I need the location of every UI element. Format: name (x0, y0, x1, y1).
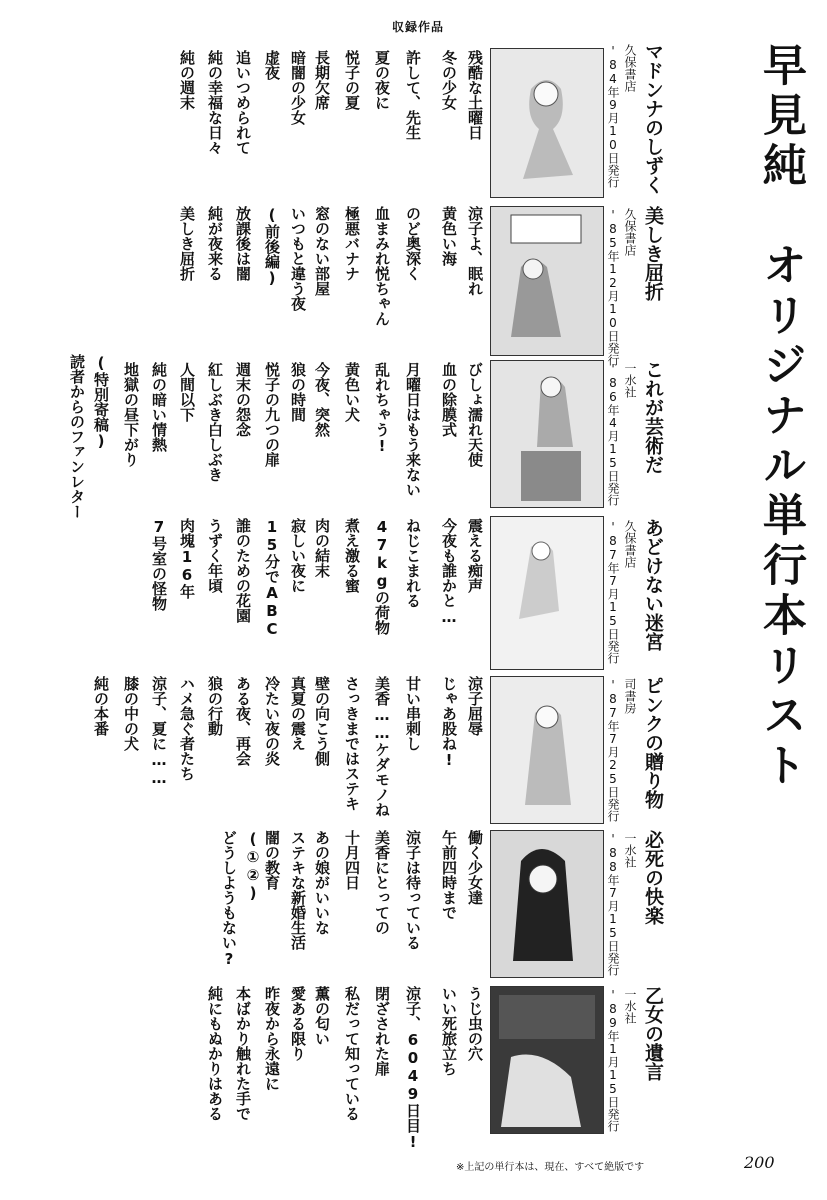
story-title: 純の幸福な日々 (206, 50, 224, 155)
story-title: 47kgの荷物 (373, 518, 391, 635)
story-title: (前後編) (263, 206, 281, 287)
story-title: 本ばかり触れた手で (234, 986, 252, 1121)
book-publisher: 久保書店 (623, 520, 637, 568)
story-title: 美しき屈折 (178, 206, 196, 281)
story-title: 7号室の怪物 (150, 518, 168, 611)
story-title: あの娘がいいな (313, 830, 331, 935)
story-title: 極悪バナナ (343, 206, 361, 281)
story-title: 薫の匂い (313, 986, 331, 1046)
story-title: 午前四時まで (440, 830, 458, 920)
story-title: 悦子の夏 (343, 50, 361, 110)
story-title: 悦子の九つの扉 (263, 362, 281, 467)
story-title: 涼子よ、眠れ (466, 206, 484, 296)
story-title: 真夏の震え (289, 676, 307, 751)
story-title: 煮え激る蜜 (343, 518, 361, 593)
story-title: 夏の夜に (373, 50, 391, 110)
story-title: 虚夜 (263, 50, 281, 80)
story-title: 放課後は闇 (234, 206, 252, 281)
book-title: マドンナのしずく (642, 42, 664, 194)
story-title: 震える痴声 (466, 518, 484, 593)
book-title: ピンクの贈り物 (642, 676, 664, 809)
book-date: '89年1月15日発行 (606, 988, 620, 1132)
footnote: ※上記の単行本は、現在、すべて絶版です (456, 1162, 645, 1173)
story-title: 美香にとっての (373, 830, 391, 935)
story-title: 涼子屈辱 (466, 676, 484, 736)
story-title: 狼の行動 (206, 676, 224, 736)
story-title: 肉の結末 (313, 518, 331, 578)
story-title: 純の週末 (178, 50, 196, 110)
story-title: 週末の怨念 (234, 362, 252, 437)
book-date: '87年7月15日発行 (606, 520, 620, 664)
page-number: 200 (744, 1153, 775, 1172)
story-title: いい死旅立ち (440, 986, 458, 1076)
story-title: 乱れちゃう! (373, 362, 391, 455)
story-title: 人間以下 (178, 362, 196, 422)
book-cover (490, 676, 604, 824)
book-cover (490, 986, 604, 1134)
story-title: 涼子、夏に…… (150, 676, 168, 787)
story-title: 閉ざされた扉 (373, 986, 391, 1076)
story-title: 地獄の昼下がり (122, 362, 140, 467)
book-date: '88年7月15日発行 (606, 832, 620, 976)
book-title: 美しき屈折 (642, 206, 664, 301)
story-title: 純の本番 (92, 676, 110, 736)
story-title: 血の除膜式 (440, 362, 458, 437)
book-date: '87年7月25日発行 (606, 678, 620, 822)
story-title: ハメ急ぐ者たち (178, 676, 196, 781)
story-title: いつもと違う夜 (289, 206, 307, 311)
story-title: 壁の向こう側 (313, 676, 331, 766)
story-title: 純にもぬかりはある (206, 986, 224, 1121)
book-publisher: 久保書店 (623, 44, 637, 92)
story-title: 血まみれ悦ちゃん (373, 206, 391, 326)
story-title: のど奥深く (404, 206, 422, 281)
story-title: うずく年頃 (206, 518, 224, 593)
book-cover (490, 206, 604, 356)
section-title: 収録作品 (392, 20, 445, 34)
book-date: '85年12月10日発行 (606, 208, 620, 366)
book-cover (490, 830, 604, 978)
story-title: 純が夜来る (206, 206, 224, 281)
book-cover (490, 516, 604, 670)
story-title: 十月四日 (343, 830, 361, 890)
book-date: '86年4月15日発行 (606, 362, 620, 506)
story-title: 愛ある限り (289, 986, 307, 1061)
story-title: 黄色い犬 (343, 362, 361, 422)
story-title: ねじこまれる (404, 518, 422, 608)
story-title: (①②) (244, 830, 262, 902)
story-title: 冷たい夜の炎 (263, 676, 281, 766)
book-publisher: 久保書店 (623, 208, 637, 256)
story-title: うじ虫の穴 (466, 986, 484, 1061)
story-title: 今夜、突然 (313, 362, 331, 437)
story-title: 涼子は待っている (404, 830, 422, 950)
story-title: 追いつめられて (234, 50, 252, 155)
book-publisher: 一水社 (623, 988, 637, 1024)
story-title: さっきまではステキ (343, 676, 361, 811)
story-title: 肉塊16年 (178, 518, 196, 599)
book-publisher: 一水社 (623, 362, 637, 398)
story-title: 私だって知っている (343, 986, 361, 1121)
story-title: 働く少女達 (466, 830, 484, 905)
story-title: 15分でABC (263, 518, 281, 638)
story-title: (特別寄稿) (92, 354, 110, 450)
story-title: 今夜も誰かと… (440, 518, 458, 626)
story-title: びしょ濡れ天使 (466, 362, 484, 467)
story-title: 黄色い海 (440, 206, 458, 266)
story-title: 狼の時間 (289, 362, 307, 422)
story-title: 涼子、6049日目! (404, 986, 422, 1151)
story-title: 闇の教育 (263, 830, 281, 890)
story-title: 寂しい夜に (289, 518, 307, 593)
story-title: ステキな新婚生活 (289, 830, 307, 950)
book-publisher: 司書房 (623, 678, 637, 714)
story-title: 許して、先生 (404, 50, 422, 140)
book-title: 必死の快楽 (642, 830, 664, 925)
story-title: 昨夜から永遠に (263, 986, 281, 1091)
story-title: 月曜日はもう来ない (404, 362, 422, 497)
story-title: 美香……ケダモノね (373, 676, 391, 817)
book-publisher: 一水社 (623, 832, 637, 868)
story-title: 紅しぶき白しぶき (206, 362, 224, 482)
story-title: どうしようもない? (220, 830, 238, 968)
story-title: 膝の中の犬 (122, 676, 140, 751)
story-title: 窓のない部屋 (313, 206, 331, 296)
story-title: じゃあ股ね! (440, 676, 458, 769)
story-title: ある夜、再会 (234, 676, 252, 766)
book-cover (490, 48, 604, 198)
book-title: あどけない迷宮 (642, 518, 664, 651)
story-title: 誰のための花園 (234, 518, 252, 623)
story-title: 純の暗い情熱 (150, 362, 168, 452)
story-title: 冬の少女 (440, 50, 458, 110)
page-title: 早見純 オリジナル単行本リスト (755, 42, 806, 792)
story-title: 読者からのファンレター (68, 354, 86, 519)
story-title: 暗闇の少女 (289, 50, 307, 125)
book-title: 乙女の遺言 (642, 986, 664, 1081)
book-cover (490, 360, 604, 508)
story-title: 甘い串刺し (404, 676, 422, 751)
story-title: 長期欠席 (313, 50, 331, 110)
book-date: '84年9月10日発行 (606, 44, 620, 188)
story-title: 残酷な土曜日 (466, 50, 484, 140)
book-title: これが芸術だ (642, 360, 664, 474)
